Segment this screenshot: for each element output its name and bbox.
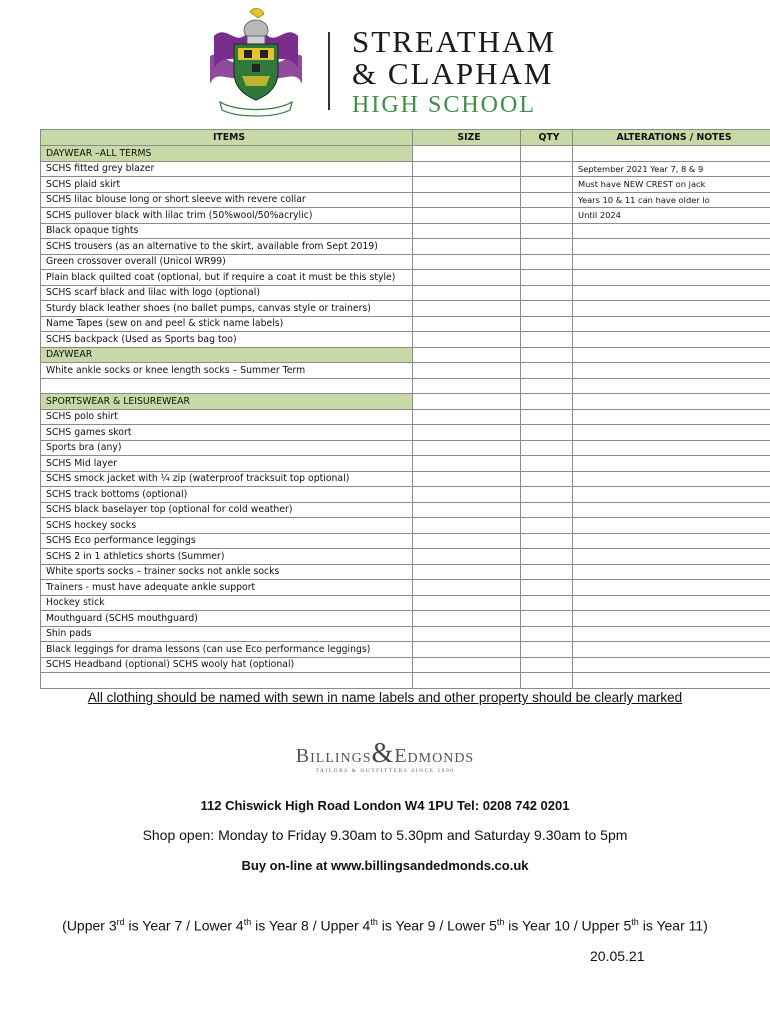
size-cell[interactable] (413, 549, 521, 565)
table-row (41, 254, 770, 270)
notes-cell: Years 10 & 11 can have older lo (573, 192, 770, 208)
years-part-6: is Year 11) (638, 917, 708, 934)
size-cell[interactable] (413, 564, 521, 580)
size-cell[interactable] (413, 456, 521, 472)
qty-cell[interactable] (521, 332, 573, 348)
qty-cell[interactable] (521, 285, 573, 301)
table-row (41, 549, 770, 565)
size-cell[interactable] (413, 642, 521, 658)
qty-cell[interactable] (521, 518, 573, 534)
size-cell[interactable] (413, 626, 521, 642)
notes-cell (573, 270, 770, 286)
table-section-row (41, 347, 770, 363)
item-name: Mouthguard (SCHS mouthguard) (41, 611, 413, 627)
notes-cell (573, 595, 770, 611)
qty-cell[interactable] (521, 425, 573, 441)
item-name: SCHS games skort (41, 425, 413, 441)
notes-cell (573, 285, 770, 301)
table-row (41, 316, 770, 332)
notes-cell (573, 580, 770, 596)
size-cell[interactable] (413, 192, 521, 208)
table-row (41, 332, 770, 348)
online-shop-link[interactable]: Buy on-line at www.billingsandedmonds.co.uk (241, 858, 529, 873)
table-header-row (41, 130, 770, 146)
size-cell[interactable] (413, 270, 521, 286)
item-name: SCHS backpack (Used as Sports bag too) (41, 332, 413, 348)
be-tagline: TAILORS & OUTFITTERS SINCE 1890 (315, 768, 455, 774)
item-name: SCHS Mid layer (41, 456, 413, 472)
table-row (41, 409, 770, 425)
notes-cell (573, 239, 770, 255)
qty-cell[interactable] (521, 502, 573, 518)
qty-cell[interactable] (521, 363, 573, 379)
size-cell[interactable] (413, 595, 521, 611)
qty-cell[interactable] (521, 611, 573, 627)
qty-cell[interactable] (521, 270, 573, 286)
item-name: Name Tapes (sew on and peel & stick name labels) (41, 316, 413, 332)
qty-cell[interactable] (521, 673, 573, 689)
size-cell[interactable] (413, 254, 521, 270)
item-name: Sports bra (any) (41, 440, 413, 456)
billings-edmonds-wordmark (280, 738, 490, 770)
item-name (41, 673, 413, 689)
column-header-size: SIZE (413, 130, 521, 146)
item-name: Sturdy black leather shoes (no ballet pumps, canvas style or trainers) (41, 301, 413, 317)
clothing-naming-note: All clothing should be named with sewn in name labels and other property should be clearly marked (87, 690, 683, 705)
item-name: SCHS pullover black with lilac trim (50%wool/50%acrylic) (41, 208, 413, 224)
table-row (41, 440, 770, 456)
size-cell[interactable] (413, 502, 521, 518)
size-cell[interactable] (413, 673, 521, 689)
table-row (41, 533, 770, 549)
item-name: Shin pads (41, 626, 413, 642)
size-cell[interactable] (413, 378, 521, 394)
item-name: SCHS fitted grey blazer (41, 161, 413, 177)
size-cell[interactable] (413, 425, 521, 441)
notes-cell (573, 487, 770, 503)
size-cell[interactable] (413, 347, 521, 363)
table-row (41, 363, 770, 379)
item-name: SCHS smock jacket with ¼ zip (waterproof tracksuit top optional) (41, 471, 413, 487)
be-ampersand: & (371, 738, 395, 769)
size-cell[interactable] (413, 394, 521, 410)
notes-cell (573, 301, 770, 317)
qty-cell[interactable] (521, 316, 573, 332)
qty-cell[interactable] (521, 208, 573, 224)
years-sup-5: th (631, 917, 639, 927)
years-part-5: is Year 10 / Upper 5 (504, 917, 632, 934)
qty-cell[interactable] (521, 549, 573, 565)
item-name: SCHS Eco performance leggings (41, 533, 413, 549)
size-cell[interactable] (413, 146, 521, 162)
table-row (41, 502, 770, 518)
notes-cell (573, 611, 770, 627)
notes-cell (573, 533, 770, 549)
table-row (41, 657, 770, 673)
be-name-left: Billings (295, 745, 372, 767)
size-cell[interactable] (413, 533, 521, 549)
table-row (41, 487, 770, 503)
size-cell[interactable] (413, 471, 521, 487)
table-section-row (41, 146, 770, 162)
notes-cell: Until 2024 (573, 208, 770, 224)
qty-cell[interactable] (521, 471, 573, 487)
item-name: SCHS polo shirt (41, 409, 413, 425)
shop-hours: Shop open: Monday to Friday 9.30am to 5.30pm and Saturday 9.30am to 5pm (142, 827, 628, 843)
notes-cell (573, 425, 770, 441)
size-cell[interactable] (413, 518, 521, 534)
size-cell[interactable] (413, 332, 521, 348)
header-divider (328, 32, 330, 110)
item-name: SCHS scarf black and lilac with logo (optional) (41, 285, 413, 301)
qty-cell[interactable] (521, 533, 573, 549)
item-name: Green crossover overall (Unicol WR99) (41, 254, 413, 270)
notes-cell (573, 456, 770, 472)
years-part-1: (Upper 3 (62, 917, 117, 934)
qty-cell[interactable] (521, 223, 573, 239)
table-row (41, 673, 770, 689)
table-row (41, 425, 770, 441)
item-name: SCHS hockey socks (41, 518, 413, 534)
school-name (352, 26, 556, 120)
qty-cell[interactable] (521, 595, 573, 611)
notes-cell (573, 146, 770, 162)
school-name-line2: & CLAPHAM (352, 56, 554, 91)
table-row (41, 192, 770, 208)
notes-cell (573, 673, 770, 689)
shop-address: 112 Chiswick High Road London W4 1PU Tel: 0208 742 0201 (200, 798, 570, 813)
size-cell[interactable] (413, 223, 521, 239)
item-name: Black opaque tights (41, 223, 413, 239)
qty-cell[interactable] (521, 487, 573, 503)
document-date: 20.05.21 (590, 948, 645, 964)
table-row (41, 564, 770, 580)
qty-cell[interactable] (521, 440, 573, 456)
table-row (41, 239, 770, 255)
notes-cell (573, 223, 770, 239)
notes-cell (573, 316, 770, 332)
column-header-items: ITEMS (41, 130, 413, 146)
item-name: SCHS black baselayer top (optional for cold weather) (41, 502, 413, 518)
page-header (0, 0, 770, 124)
size-cell[interactable] (413, 161, 521, 177)
item-name: Hockey stick (41, 595, 413, 611)
section-heading: DAYWEAR –ALL TERMS (41, 146, 413, 162)
size-cell[interactable] (413, 440, 521, 456)
years-part-3: is Year 8 / Upper 4 (251, 917, 371, 934)
notes-cell (573, 518, 770, 534)
school-name-line1: STREATHAM (352, 24, 557, 59)
size-cell[interactable] (413, 487, 521, 503)
year-group-key (0, 917, 770, 934)
qty-cell[interactable] (521, 301, 573, 317)
size-cell[interactable] (413, 409, 521, 425)
item-name (41, 378, 413, 394)
size-cell[interactable] (413, 177, 521, 193)
table-row (41, 223, 770, 239)
uniform-items-table (40, 129, 770, 689)
notes-cell (573, 471, 770, 487)
years-part-2: is Year 7 / Lower 4 (124, 917, 244, 934)
qty-cell[interactable] (521, 564, 573, 580)
item-name: SCHS Headband (optional) SCHS wooly hat (optional) (41, 657, 413, 673)
qty-cell[interactable] (521, 192, 573, 208)
notes-cell (573, 394, 770, 410)
table-row (41, 161, 770, 177)
notes-cell (573, 626, 770, 642)
school-crest-logo (206, 6, 306, 120)
notes-cell (573, 254, 770, 270)
table-row (41, 456, 770, 472)
qty-cell[interactable] (521, 642, 573, 658)
table-section-row (41, 394, 770, 410)
item-name: SCHS track bottoms (optional) (41, 487, 413, 503)
notes-cell (573, 347, 770, 363)
size-cell[interactable] (413, 580, 521, 596)
table-body (41, 146, 770, 689)
size-cell[interactable] (413, 285, 521, 301)
qty-cell[interactable] (521, 626, 573, 642)
item-name: SCHS trousers (as an alternative to the skirt, available from Sept 2019) (41, 239, 413, 255)
notes-cell (573, 363, 770, 379)
years-sup-2: th (243, 917, 252, 927)
column-header-qty: QTY (521, 130, 573, 146)
table-row (41, 642, 770, 658)
qty-cell[interactable] (521, 456, 573, 472)
table-row (41, 611, 770, 627)
notes-cell (573, 564, 770, 580)
table-row (41, 471, 770, 487)
table-row (41, 518, 770, 534)
table-row (41, 580, 770, 596)
years-sup-4: th (496, 917, 505, 927)
column-header-notes: ALTERATIONS / NOTES (573, 130, 770, 146)
table-row (41, 270, 770, 286)
item-name: SCHS plaid skirt (41, 177, 413, 193)
size-cell[interactable] (413, 657, 521, 673)
size-cell[interactable] (413, 208, 521, 224)
years-sup-1: rd (116, 917, 125, 927)
notes-cell (573, 440, 770, 456)
notes-cell (573, 409, 770, 425)
qty-cell[interactable] (521, 161, 573, 177)
qty-cell[interactable] (521, 378, 573, 394)
item-name: Trainers - must have adequate ankle support (41, 580, 413, 596)
section-heading: DAYWEAR (41, 347, 413, 363)
qty-cell[interactable] (521, 239, 573, 255)
item-name: White ankle socks or knee length socks – Summer Term (41, 363, 413, 379)
table-row (41, 208, 770, 224)
qty-cell[interactable] (521, 580, 573, 596)
size-cell[interactable] (413, 301, 521, 317)
years-part-4: is Year 9 / Lower 5 (377, 917, 497, 934)
notes-cell (573, 642, 770, 658)
item-name: SCHS lilac blouse long or short sleeve with revere collar (41, 192, 413, 208)
table-row (41, 595, 770, 611)
section-heading: SPORTSWEAR & LEISUREWEAR (41, 394, 413, 410)
notes-cell: September 2021 Year 7, 8 & 9 (573, 161, 770, 177)
qty-cell[interactable] (521, 146, 573, 162)
size-cell[interactable] (413, 316, 521, 332)
item-name: SCHS 2 in 1 athletics shorts (Summer) (41, 549, 413, 565)
qty-cell[interactable] (521, 254, 573, 270)
be-name-right: Edmonds (394, 745, 475, 767)
notes-cell (573, 378, 770, 394)
qty-cell[interactable] (521, 347, 573, 363)
table-row (41, 285, 770, 301)
billings-edmonds-logo (280, 738, 490, 774)
notes-cell (573, 657, 770, 673)
school-name-line3: HIGH SCHOOL (352, 92, 536, 118)
table-row (41, 177, 770, 193)
qty-cell[interactable] (521, 409, 573, 425)
table-row (41, 626, 770, 642)
qty-cell[interactable] (521, 657, 573, 673)
qty-cell[interactable] (521, 177, 573, 193)
table-row (41, 301, 770, 317)
item-name: Plain black quilted coat (optional, but if require a coat it must be this style) (41, 270, 413, 286)
notes-cell: Must have NEW CREST on jack (573, 177, 770, 193)
years-sup-3: th (370, 917, 378, 927)
notes-cell (573, 502, 770, 518)
notes-cell (573, 332, 770, 348)
qty-cell[interactable] (521, 394, 573, 410)
size-cell[interactable] (413, 611, 521, 627)
size-cell[interactable] (413, 363, 521, 379)
item-name: Black leggings for drama lessons (can use Eco performance leggings) (41, 642, 413, 658)
table-row (41, 378, 770, 394)
notes-cell (573, 549, 770, 565)
size-cell[interactable] (413, 239, 521, 255)
item-name: White sports socks – trainer socks not ankle socks (41, 564, 413, 580)
